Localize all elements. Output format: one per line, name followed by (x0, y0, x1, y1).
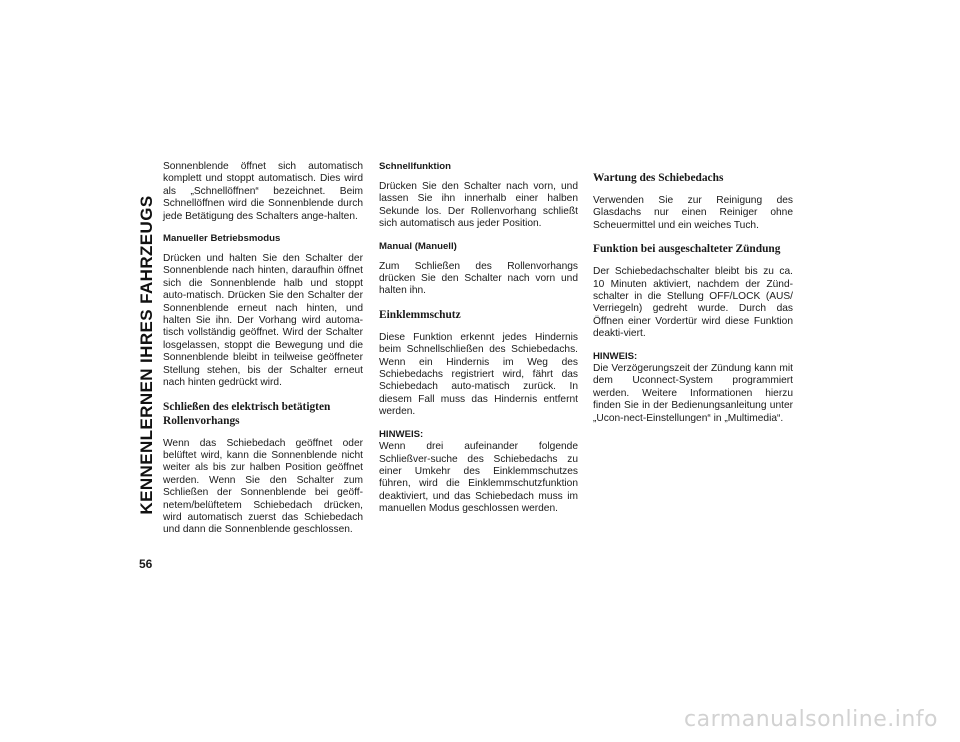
note-text: Die Verzögerungszeit der Zündung kann mit dem Uconnect-System programmiert werden. Weitere Informationen hierzu finden Sie in der Bedienungsanleitung unter „Ucon-nect-Einstellungen“ in „Multimedia“. (593, 363, 793, 424)
subheading-manual-mode: Manueller Betriebsmodus (163, 233, 281, 245)
note-text: Wenn drei aufeinander folgende Schließver-suche des Schiebedachs zu einer Umkehr des Einklemmschutzes führen, wird die Einklemmschutzfunktion deaktiviert, und das Schiebedach muss im manuellen Modus geschlossen werden. (379, 441, 578, 515)
paragraph-pinch-protect: Diese Funktion erkennt jedes Hindernis beim Schnellschließen des Schiebedachs. Wenn ein Hindernis im Weg des Schiebedachs registriert wird, fährt das Schiebedach auto-matisch zurück. In diesem Fall muss das Hindernis entfernt werden. (379, 331, 578, 418)
chapter-side-title-text: KENNENLERNEN IHRES FAHRZEUGS (137, 195, 156, 515)
paragraph-maintenance: Verwenden Sie zur Reinigung des Glasdachs nur einen Reiniger ohne Scheuermittel und ein weiches Tuch. (593, 195, 793, 231)
paragraph-quick-open: Sonnenblende öffnet sich automatisch komplett und stoppt automatisch. Dies wird als „Schnellöffnen“ bezeichnet. Beim Schnellöffnen wird die Sonnenblende durch jede Betätigung des Schalters ange-halten. (163, 161, 363, 222)
section-heading-closing-shade: Schließen des elektrisch betätigten Rollenvorhangs (163, 400, 331, 427)
paragraph-ignition-off: Der Schiebedachschalter bleibt bis zu ca. 10 Minuten aktiviert, nachdem der Zünd-schalter in die Stellung OFF/LOCK (AUS/ Verriegeln) gedreht wurde. Durch das Öffnen einer Vordertür wird diese Funktion deakti-viert. (593, 266, 793, 340)
section-heading-pinch-protect: Einklemmschutz (379, 308, 461, 321)
chapter-side-title (136, 160, 158, 550)
watermark: carmanualsonline.info (684, 707, 938, 732)
column-1 (163, 161, 363, 547)
subheading-express: Schnellfunktion (379, 161, 451, 172)
paragraph-manual-mode: Drücken und halten Sie den Schalter der Sonnenblende nach hinten, daraufhin öffnet sich die Sonnenblende halb und stoppt auto-matisch. Drücken Sie den Schalter der Sonnenblende erneut nach hinten, und halten Sie ihn. Der Vorhang wird automa-tisch vollständig geöffnet. Wird der Schalter losgelassen, stoppt die Bewegung und die Sonnenblende bleibt in teilweise geöffneter Stellung stehen, bis der Schalter erneut nach hinten gedrückt wird. (163, 253, 363, 389)
subheading-manual: Manual (Manuell) (379, 240, 457, 252)
column-2 (379, 161, 578, 516)
paragraph-manual: Zum Schließen des Rollenvorhangs drücken Sie den Schalter nach vorn und halten ihn. (379, 260, 578, 297)
note-label: HINWEIS: (593, 350, 638, 362)
page-number: 56 (139, 557, 153, 571)
column-3 (593, 161, 793, 425)
paragraph-closing-shade: Wenn das Schiebedach geöffnet oder belüftet wird, kann die Sonnenblende nicht weiter als bis zur halben Position geöffnet werden. Wenn Sie den Schalter zum Schließen der Sonnenblende bei geöff-netem/belüftetem Schiebedach drücken, wird automatisch zuerst das Schiebedach und dann die Sonnenblende geschlossen. (163, 437, 363, 536)
section-heading-maintenance: Wartung des Schiebedachs (593, 172, 724, 184)
section-heading-ignition-off: Funktion bei ausgeschalteter Zündung (593, 243, 781, 256)
paragraph-express: Drücken Sie den Schalter nach vorn, und lassen Sie ihn innerhalb einer halben Sekunde los. Der Rollenvorhang schließt sich automatisch aus jeder Position. (379, 181, 578, 230)
note-label: HINWEIS: (379, 428, 424, 440)
